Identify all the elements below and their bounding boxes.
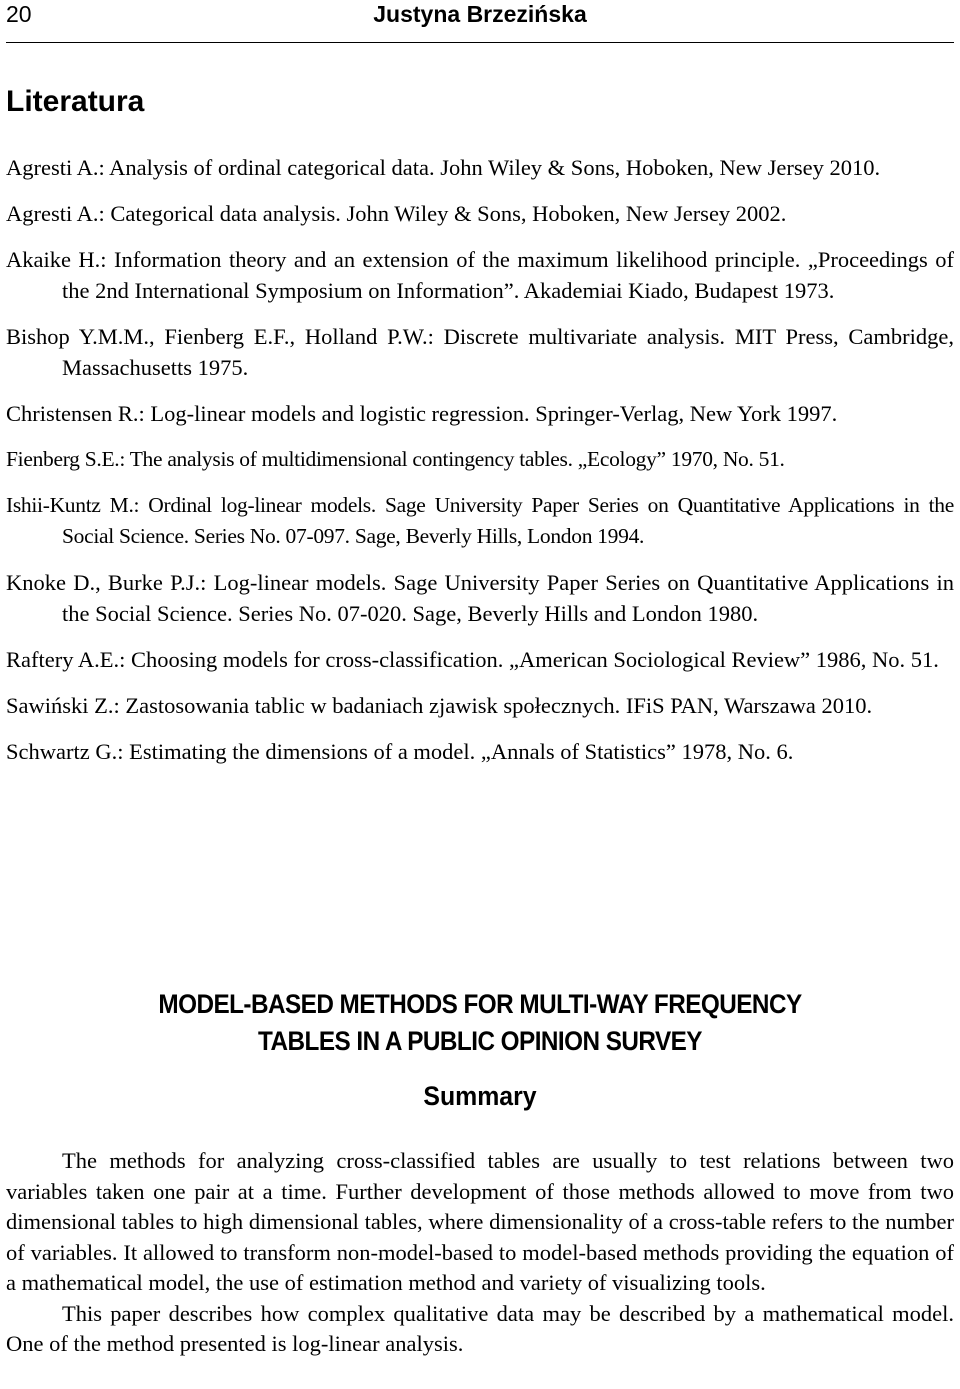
reference-item: Knoke D., Burke P.J.: Log-linear models. Sage University Paper Series on Quantitative Applications in the Social Science. Series No. 07-020. Sage, Beverly Hills and London 1980. bbox=[6, 570, 954, 626]
reference-item: Agresti A.: Categorical data analysis. John Wiley & Sons, Hoboken, New Jersey 2002. bbox=[6, 201, 787, 226]
page-header bbox=[6, 0, 954, 43]
english-title-line-1: MODEL-BASED METHODS FOR MULTI-WAY FREQUENCY bbox=[158, 989, 802, 1019]
reference-item: Christensen R.: Log-linear models and logistic regression. Springer-Verlag, New York 1997. bbox=[6, 401, 838, 426]
reference-item: Bishop Y.M.M., Fienberg E.F., Holland P.W.: Discrete multivariate analysis. MIT Press, Cambridge, Massachusetts 1975. bbox=[6, 324, 954, 380]
summary-paragraph: The methods for analyzing cross-classified tables are usually to test relations between two variables taken one pair at a time. Further development of those methods allowed to move from two dimensional tables to high dimensional tables, where dimensionality of a cross-table refers to the number of variables. It allowed to transform non-model-based to model-based methods providing the equation of a mathematical model, the use of estimation method and variety of visualizing tools. bbox=[6, 1148, 954, 1295]
reference-list bbox=[6, 152, 954, 782]
reference-item: Raftery A.E.: Choosing models for cross-classification. „American Sociological Review” 1986, No. 51. bbox=[6, 647, 939, 672]
reference-item: Sawiński Z.: Zastosowania tablic w badaniach zjawisk społecznych. IFiS PAN, Warszawa 2010. bbox=[6, 693, 873, 718]
page-number: 20 bbox=[6, 1, 32, 27]
reference-item: Schwartz G.: Estimating the dimensions of a model. „Annals of Statistics” 1978, No. 6. bbox=[6, 739, 794, 764]
english-title-line-2: TABLES IN A PUBLIC OPINION SURVEY bbox=[258, 1026, 702, 1056]
running-title: Justyna Brzezińska bbox=[373, 1, 587, 27]
reference-item: Ishii-Kuntz M.: Ordinal log-linear models. Sage University Paper Series on Quantitative Applications in the Social Science. Series No. 07-097. Sage, Beverly Hills, London 1994. bbox=[6, 493, 954, 548]
summary-body bbox=[6, 1146, 954, 1360]
reference-item: Agresti A.: Analysis of ordinal categorical data. John Wiley & Sons, Hoboken, New Jersey 2010. bbox=[6, 155, 881, 180]
references-heading: Literatura bbox=[6, 85, 145, 118]
english-title bbox=[48, 986, 912, 1060]
reference-item: Fienberg S.E.: The analysis of multidimensional contingency tables. „Ecology” 1970, No. 51. bbox=[6, 447, 785, 471]
summary-paragraph: This paper describes how complex qualitative data may be described by a mathematical model. One of the method presented is log-linear analysis. bbox=[6, 1300, 954, 1356]
summary-heading: Summary bbox=[423, 1081, 537, 1111]
reference-item: Akaike H.: Information theory and an extension of the maximum likelihood principle. „Proceedings of the 2nd International Symposium on Information”. Akademiai Kiado, Budapest 1973. bbox=[6, 247, 954, 303]
